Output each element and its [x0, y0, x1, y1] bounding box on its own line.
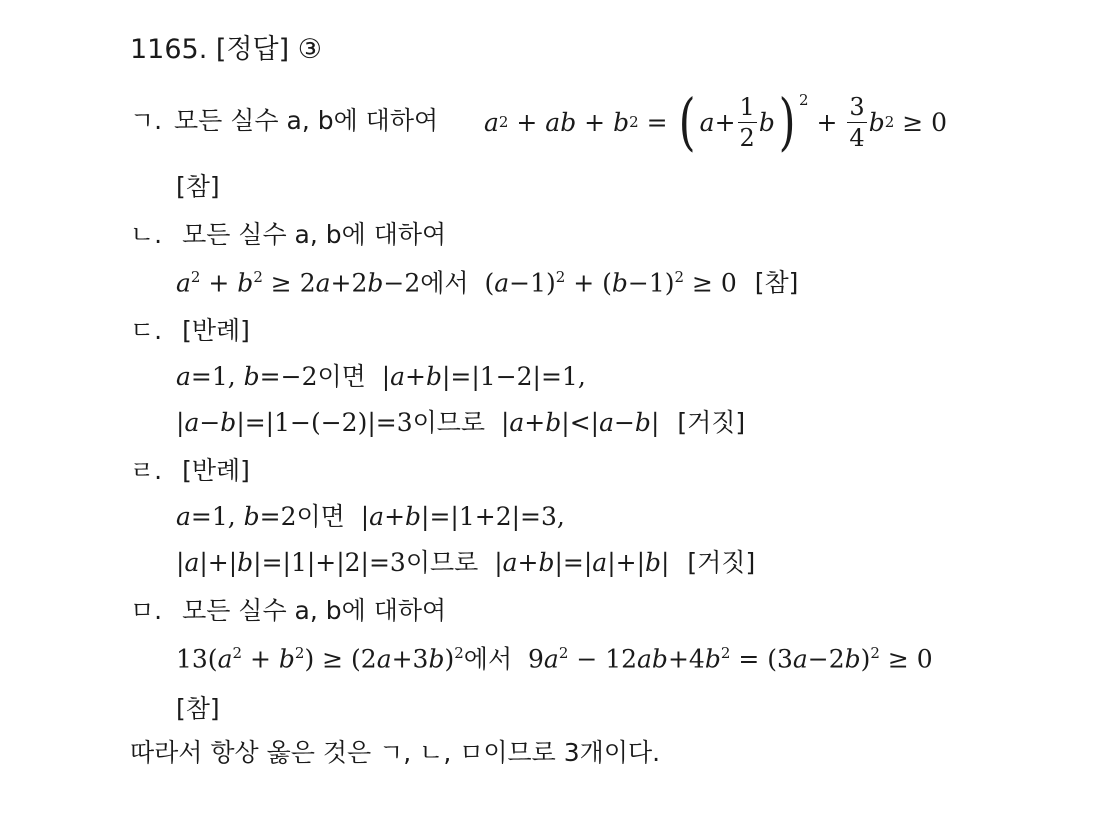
item-n-label: ㄴ.	[130, 220, 163, 249]
conclusion: 따라서 항상 옳은 것은 ㄱ, ㄴ, ㅁ이므로 3개이다.	[130, 738, 661, 767]
item-m-eq-text: 에서	[463, 644, 513, 674]
item-d-line1: a=1, b=−2이면 |a+b|=|1−2|=1,	[176, 362, 586, 391]
item-d-text: [반례]	[182, 316, 250, 345]
item-n-equation: $a^2 + b^2 \ge 2a+2b-2$에서 $(a-1)^2 + (b-1)^2 \ge 0$ [참]	[176, 268, 799, 298]
item-d-result: [거짓]	[677, 408, 746, 437]
item-m-equation: $13(a^2 + b^2) \ge (2a+3b)^2$에서 $9a^2 - 12ab+4b^2 = (3a-2b)^2 \ge 0$	[176, 644, 933, 674]
item-g-label: ㄱ.	[130, 106, 163, 135]
item-m-result: [참]	[176, 694, 220, 723]
item-r-text: [반례]	[182, 456, 250, 485]
item-n-result: [참]	[754, 268, 799, 298]
item-g-equation: a 2 + ab + b 2 = ( a + $\frac{1}{2}$ b ) $^2$ + $\frac{3}{4}$ b 2 ≥ 0	[484, 85, 948, 158]
item-d-label: ㄷ.	[130, 316, 163, 345]
header-text: 1165. [정답] ③	[130, 34, 322, 65]
answer-header	[130, 36, 322, 63]
item-m-text: 모든 실수 a, b에 대하여	[182, 596, 447, 625]
item-r-label: ㄹ.	[130, 456, 163, 485]
item-d-line2: |a−b|=|1−(−2)|=3이므로 |a+b|<|a−b| [거짓]	[176, 408, 746, 437]
item-g-result: [참]	[176, 172, 220, 201]
item-r-line1: a=1, b=2이면 |a+b|=|1+2|=3,	[176, 502, 565, 531]
item-n	[130, 222, 446, 247]
item-m	[130, 598, 446, 623]
item-r-result: [거짓]	[687, 548, 756, 577]
item-d	[130, 318, 250, 343]
item-n-eq-text: 에서	[420, 268, 469, 298]
item-n-text: 모든 실수 a, b에 대하여	[182, 220, 447, 249]
item-g-text: 모든 실수 a, b에 대하여	[174, 106, 439, 135]
item-m-label: ㅁ.	[130, 596, 163, 625]
item-r	[130, 458, 250, 483]
item-r-line2: |a|+|b|=|1|+|2|=3이므로 |a+b|=|a|+|b| [거짓]	[176, 548, 756, 577]
